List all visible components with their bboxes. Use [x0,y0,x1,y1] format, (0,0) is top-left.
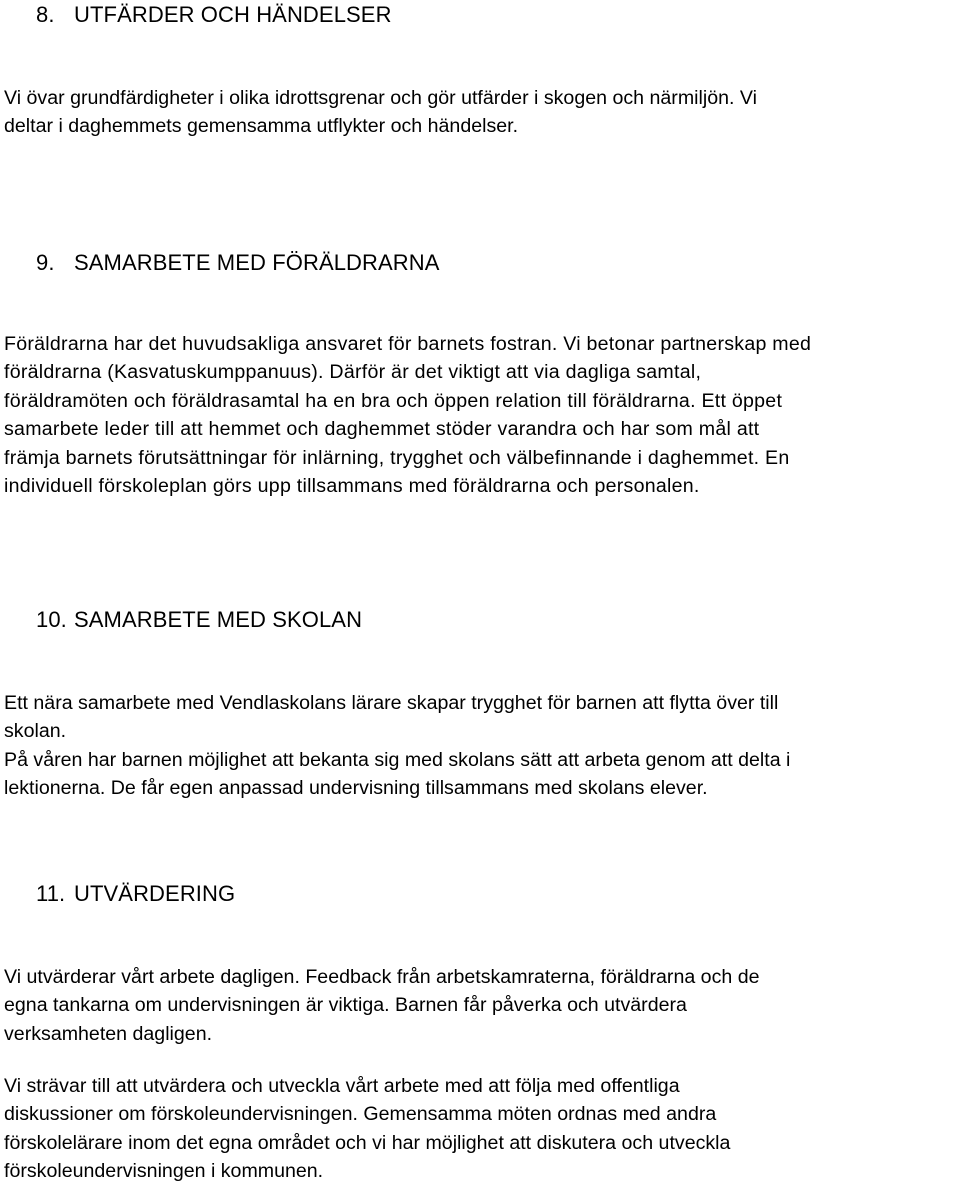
paragraph-line: verksamheten dagligen. [4,1022,213,1045]
section-number: 9. [36,250,55,275]
paragraph-line: förskoleundervisningen i kommunen. [4,1160,324,1183]
paragraph-line: Vi strävar till att utvärdera och utveckla vårt arbete med att följa med offentliga [4,1075,680,1097]
section-8-paragraph [4,84,956,141]
section-heading-8 [36,1,392,29]
paragraph-line: föräldrarna (Kasvatuskumppanuus). Därför är det viktigt att via dagliga samtal, [4,361,702,384]
paragraph-line: föräldramöten och föräldrasamtal ha en bra och öppen relation till föräldrarna. Ett öppet [4,389,783,412]
section-heading-10 [36,606,362,634]
section-title: SAMARBETE MED FÖRÄLDRARNA [74,250,440,275]
paragraph-line: diskussioner om förskoleundervisningen. Gemensamma möten ordnas med andra [4,1103,717,1126]
section-11-paragraph-1 [4,963,956,1048]
paragraph-line: skolan. [4,720,67,743]
paragraph-line: främja barnets förutsättningar för inlärning, trygghet och välbefinnande i daghemmet. En [4,446,790,469]
section-title: UTFÄRDER OCH HÄNDELSER [74,2,392,27]
paragraph-line: samarbete leder till att hemmet och daghemmet stöder varandra och har som mål att [4,418,760,441]
section-number: 8. [36,2,55,27]
section-title: SAMARBETE MED SKOLAN [74,607,363,632]
paragraph-line: På våren har barnen möjlighet att bekanta sig med skolans sätt att arbeta genom att delta i [4,748,791,771]
paragraph-line: deltar i daghemmets gemensamma utflykter och händelser. [4,115,519,138]
paragraph-line: förskolelärare inom det egna området och vi har möjlighet att diskutera och utveckla [4,1131,731,1154]
section-heading-9 [36,249,440,277]
paragraph-line: lektionerna. De får egen anpassad undervisning tillsammans med skolans elever. [4,777,708,800]
section-9-paragraph [4,330,956,500]
section-10-paragraph [4,689,956,803]
section-heading-11 [36,880,235,908]
paragraph-line: Vi utvärderar vårt arbete dagligen. Feedback från arbetskamraterna, föräldrarna och de [4,966,760,988]
section-number: 11. [36,881,66,906]
section-title: UTVÄRDERING [74,881,236,906]
section-number: 10. [36,607,67,632]
paragraph-line: individuell förskoleplan görs upp tillsammans med föräldrarna och personalen. [4,475,700,498]
section-11-paragraph-2 [4,1072,956,1186]
paragraph-line: egna tankarna om undervisningen är viktiga. Barnen får påverka och utvärdera [4,994,687,1017]
paragraph-line: Vi övar grundfärdigheter i olika idrottsgrenar och gör utfärder i skogen och närmiljön. Vi [4,87,757,109]
paragraph-line: Föräldrarna har det huvudsakliga ansvaret för barnets fostran. Vi betonar partnerskap med [4,333,812,355]
paragraph-line: Ett nära samarbete med Vendlaskolans lärare skapar trygghet för barnen att flytta över till [4,692,779,714]
